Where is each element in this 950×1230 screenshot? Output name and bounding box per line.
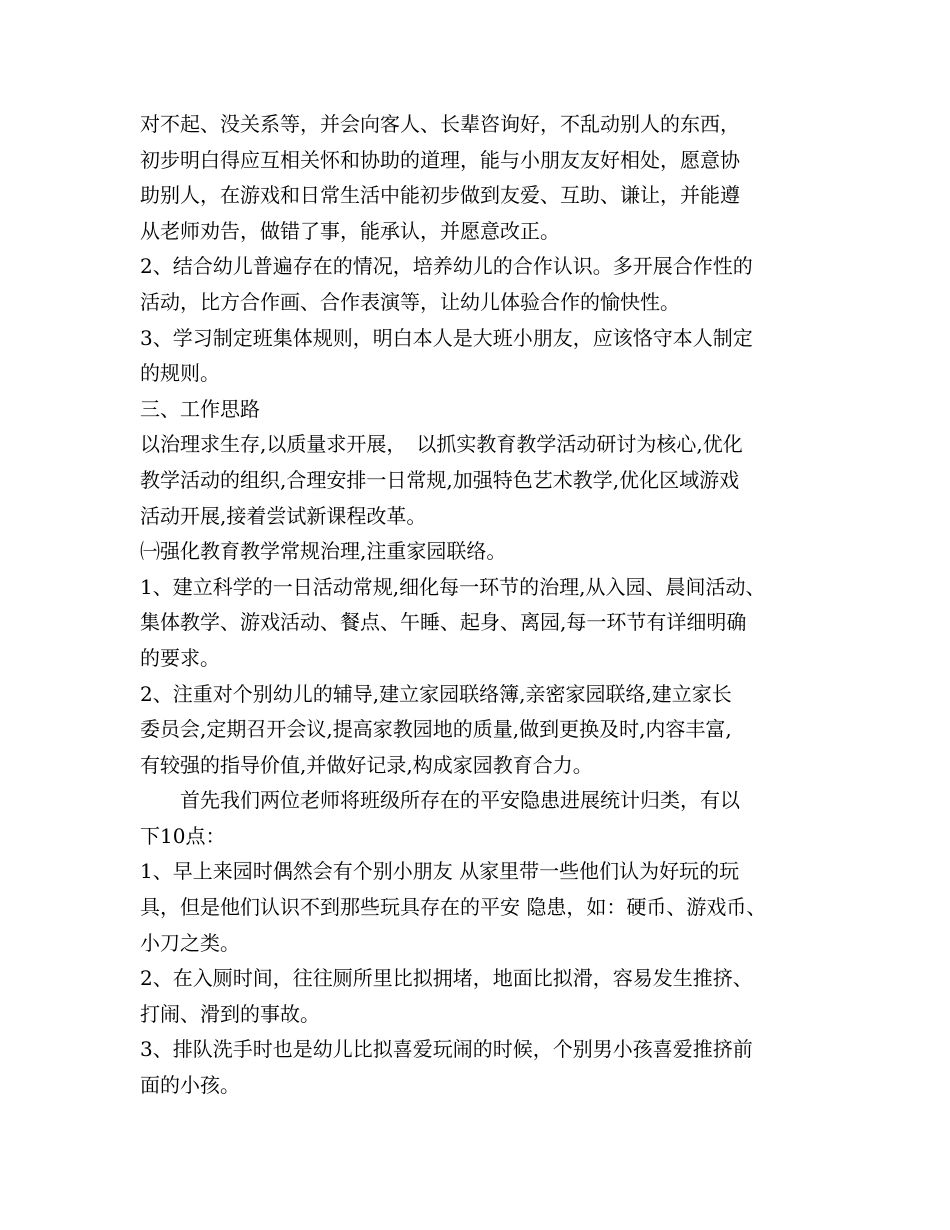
text-line: 有较强的指导价值,并做好记录,构成家园教育合力。 [140,752,593,777]
subsection-heading: ㈠强化教育教学常规治理,注重家园联络。 [140,539,507,564]
section-heading: 三、工作思路 [140,396,260,421]
text-line: 的要求。 [140,645,220,670]
text-line: 助别人，在游戏和日常生活中能初步做到友爱、互助、谦让，并能遵 [140,183,740,208]
text-line: 的规则。 [140,361,220,386]
paragraph-first-line: 首先我们两位老师将班级所存在的平安隐患进展统计归类，有以 [180,788,740,813]
text-line: 1、早上来园时偶然会有个别小朋友 从家里带一些他们认为好玩的玩 [140,859,740,884]
text-line: 3、学习制定班集体规则，明白本人是大班小朋友，应该恪守本人制定 [140,325,753,350]
document-body [140,107,830,1104]
text-line: 2、在入厕时间，往往厕所里比拟拥堵，地面比拟滑，容易发生推挤、 [140,966,753,991]
text-line: 3、排队洗手时也是幼儿比拟喜爱玩闹的时候，个别男小孩喜爱推挤前 [140,1037,753,1062]
text-line: 教学活动的组织,合理安排一日常规,加强特色艺术教学,优化区域游戏 [140,467,740,492]
text-line: 集体教学、游戏活动、餐点、午睡、起身、离园,每一环节有详细明确 [140,610,747,635]
text-line: 具，但是他们认识不到那些玩具存在的平安 隐患，如：硬币、游戏币、 [140,895,767,920]
text-line: 初步明白得应互相关怀和协助的道理，能与小朋友友好相处，愿意协 [140,147,740,172]
text-line: 以治理求生存,以质量求开展， 以抓实教育教学活动研讨为核心,优化 [140,432,743,457]
text-line: 2、注重对个别幼儿的辅导,建立家园联络簿,亲密家园联络,建立家长 [140,681,732,706]
text-line: 下10点： [140,823,226,848]
text-line: 委员会,定期召开会议,提高家教园地的质量,做到更换及时,内容丰富, [140,717,732,742]
text-line: 小刀之类。 [140,930,240,955]
text-line: 打闹、滑到的事故。 [140,1001,320,1026]
text-line: 活动开展,接着尝试新课程改革。 [140,503,427,528]
text-line: 活动，比方合作画、合作表演等，让幼儿体验合作的愉快性。 [140,289,680,314]
text-line: 1、建立科学的一日活动常规,细化每一环节的治理,从入园、晨间活动、 [140,574,766,599]
text-line: 对不起、没关系等，并会向客人、长辈咨询好，不乱动别人的东西， [140,112,740,136]
text-line: 从老师劝告，做错了事，能承认，并愿意改正。 [140,218,560,243]
text-line: 面的小孩。 [140,1073,240,1098]
text-line: 2、结合幼儿普遍存在的情况，培养幼儿的合作认识。多开展合作性的 [140,254,753,279]
